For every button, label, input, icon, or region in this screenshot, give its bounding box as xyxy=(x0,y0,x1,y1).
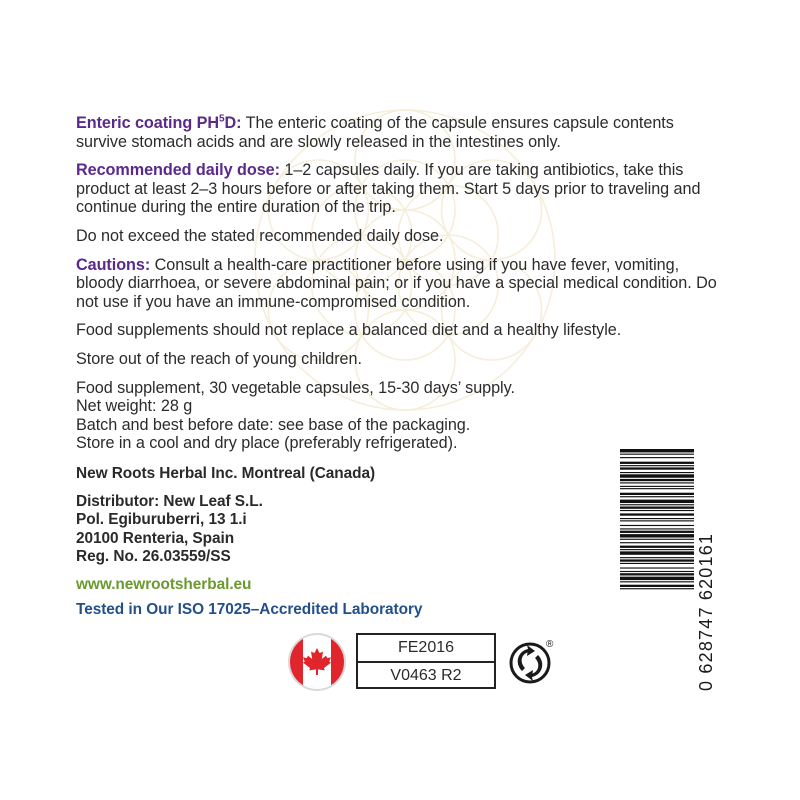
barcode-bar xyxy=(620,531,694,533)
barcode-bar xyxy=(620,539,694,540)
barcode-bar xyxy=(620,507,694,509)
barcode-bar xyxy=(620,573,694,575)
barcode-bar xyxy=(620,454,694,455)
barcode-bar xyxy=(620,496,694,497)
barcode xyxy=(620,447,716,693)
barcode-bar xyxy=(620,581,694,582)
distributor-line: Pol. Egiburuberri, 13 1.i xyxy=(76,511,247,529)
barcode-bar xyxy=(620,457,694,458)
batch-code-top: FE2016 xyxy=(358,635,494,663)
barcode-bar xyxy=(620,563,694,564)
cautions-text: Consult a health-care practitioner before using if you have fever, vomiting, bloody diarrhoea, or severe abdominal pain; or if you have a special medical condition. Do not use if you have an immune-compromised condition. xyxy=(76,255,717,311)
barcode-bar xyxy=(620,577,694,580)
barcode-bar xyxy=(620,467,694,469)
product-info-line: Net weight: 28 g xyxy=(76,397,193,416)
enteric-paragraph xyxy=(76,114,726,151)
barcode-bar xyxy=(620,567,694,568)
barcode-bar xyxy=(620,479,694,481)
dose-label: Recommended daily dose: xyxy=(76,161,280,180)
barcode-number: 0 628747 620161 xyxy=(696,532,716,691)
dose-paragraph xyxy=(76,161,726,217)
registered-mark: ® xyxy=(546,639,554,650)
barcode-bar xyxy=(620,542,694,543)
distributor-line: Reg. No. 26.03559/SS xyxy=(76,547,231,565)
exceed-warning: Do not exceed the stated recommended daily dose. xyxy=(76,226,444,245)
cautions-label: Cautions: xyxy=(76,255,151,274)
enteric-text: The enteric coating of the capsule ensures capsule contents survive stomach acids and are slowly released in the intestines only. xyxy=(76,114,674,151)
barcode-bar xyxy=(620,546,694,548)
product-info xyxy=(76,379,726,453)
product-info-line: Store in a cool and dry place (preferably refrigerated). xyxy=(76,434,458,453)
children-warning: Store out of the reach of young children. xyxy=(76,349,362,368)
barcode-bar xyxy=(620,534,694,537)
distributor-line: Distributor: New Leaf S.L. xyxy=(76,493,263,511)
barcode-bar xyxy=(620,559,694,561)
barcode-bar xyxy=(620,518,694,519)
barcode-bar xyxy=(620,482,694,483)
enteric-label: Enteric coating $PH^5D$: xyxy=(76,113,242,132)
barcode-bar xyxy=(620,504,694,505)
dose-text: 1–2 capsules daily. If you are taking antibiotics, take this product at least 2–3 hours before or after taking them. Start 5 days prior to traveling and continue during the entire duration of the trip. xyxy=(76,161,701,217)
barcode-bar xyxy=(620,472,694,473)
barcode-bar xyxy=(620,557,694,558)
barcode-bar xyxy=(620,513,694,515)
distributor-line: 20100 Renteria, Spain xyxy=(76,529,235,547)
product-info-line: Batch and best before date: see base of the packaging. xyxy=(76,415,471,434)
barcode-bar xyxy=(620,510,694,511)
barcode-bars xyxy=(620,449,694,589)
barcode-bar xyxy=(620,551,694,554)
batch-code-bottom: V0463 R2 xyxy=(390,667,462,684)
cautions-paragraph xyxy=(76,256,726,312)
barcode-bar xyxy=(620,520,694,521)
barcode-bar xyxy=(620,486,694,487)
tested-statement: Tested in Our ISO 17025–Accredited Laboratory xyxy=(76,600,423,618)
barcode-bar xyxy=(620,493,694,495)
barcode-bar xyxy=(620,588,694,589)
green-dot-recycling-icon xyxy=(508,637,556,685)
barcode-bar xyxy=(620,474,694,477)
barcode-bar xyxy=(620,525,694,526)
barcode-bar xyxy=(620,585,694,587)
barcode-bar xyxy=(620,449,694,452)
company-name: New Roots Herbal Inc. Montreal (Canada) xyxy=(76,464,376,482)
barcode-bar xyxy=(620,571,694,572)
batch-code-box xyxy=(356,633,496,689)
canada-flag-icon xyxy=(286,632,348,692)
barcode-bar xyxy=(620,528,694,529)
website-link[interactable]: www.newrootsherbal.eu xyxy=(76,575,252,593)
barcode-bar xyxy=(620,488,694,489)
product-info-line: Food supplement, 30 vegetable capsules, 15-30 days’ supply. xyxy=(76,378,515,397)
supplements-note: Food supplements should not replace a balanced diet and a healthy lifestyle. xyxy=(76,321,622,340)
barcode-bar xyxy=(620,465,694,466)
barcode-bar xyxy=(620,500,694,503)
barcode-bar xyxy=(620,549,694,550)
barcode-bar xyxy=(620,462,694,464)
